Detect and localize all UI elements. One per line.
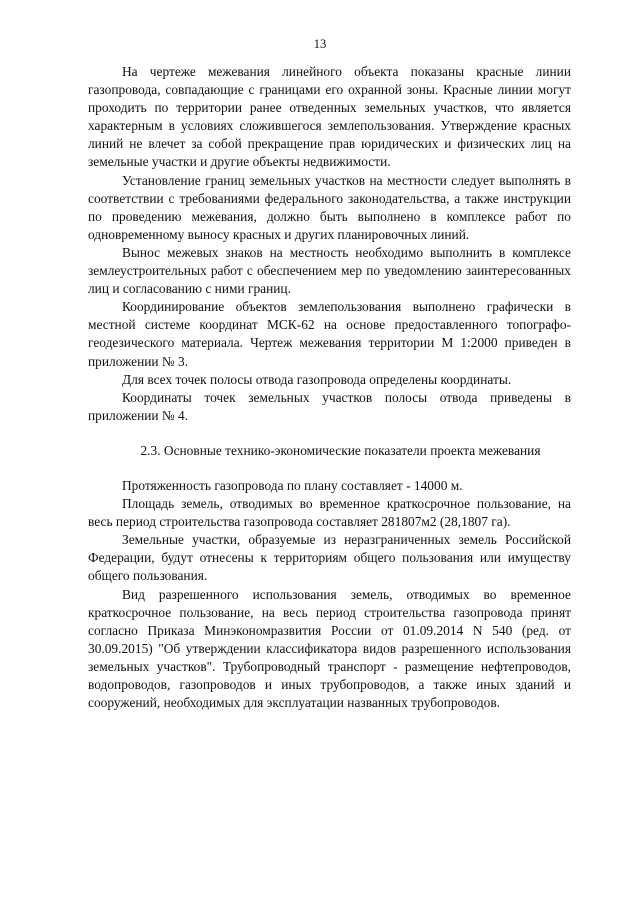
page-content xyxy=(88,63,571,712)
paragraph-permitted-use: Вид разрешенного использования земель, отводимых во временное краткосрочное пользование, на весь период строительства газопровода принят согласно Приказа Минэкономразвития России от 01.09.2014 N 540 (ред. от 30.09.2015) "Об утверждении классификатора видов разрешенного использования земельных участков". Трубопроводный транспорт - размещение нефтепроводов, водопроводов, газопроводов и иных трубопроводов, а также иных зданий и сооружений, необходимых для эксплуатации названных трубопроводов. xyxy=(88,586,571,711)
paragraph-red-lines: На чертеже межевания линейного объекта показаны красные линии газопровода, совпадающие с границами его охранной зоны. Красные линии могут проходить по территории ранее отведенных земельных участков, что является характерным в условиях сложившегося землепользования. Утверждение красных линий не влечет за собой прекращение прав юридических и физических лиц на земельные участки и другие объекты недвижимости. xyxy=(88,64,571,170)
paragraph-land-area: Площадь земель, отводимых во временное краткосрочное пользование, на весь период строительства газопровода составляет 281807м2 (28,1807 га). xyxy=(88,496,571,530)
section-heading: 2.3. Основные технико-экономические показатели проекта межевания xyxy=(140,442,541,458)
page-number: 13 xyxy=(313,37,327,51)
paragraph-boundaries: Установление границ земельных участков на местности следует выполнять в соответствии с требованиями федерального законодательства, а также инструкции по проведению межевания, должно быть выполнено в комплексе работ по одновременному выносу красных и других планировочных линий. xyxy=(88,172,571,242)
paragraph-coordinates-system: Координирование объектов землепользования выполнено графически в местной системе координат МСК-62 на основе предоставленного топографо-геодезического материала. Чертеж межевания территории М 1:2000 приведен в приложении № 3. xyxy=(88,299,571,369)
paragraph-boundary-markers: Вынос межевых знаков на местность необходимо выполнить в комплексе землеустроительных работ с обеспечением мер по уведомлению заинтересованных лиц и согласованию с ними границ. xyxy=(88,244,571,297)
paragraph-points-coordinates: Для всех точек полосы отвода газопровода определены координаты. xyxy=(122,371,512,387)
paragraph-public-land: Земельные участки, образуемые из неразграниченных земель Российской Федерации, будут отнесены к территориям общего пользования или имуществу общего пользования. xyxy=(88,532,571,584)
paragraph-appendix-4: Координаты точек земельных участков полосы отвода приведены в приложении № 4. xyxy=(88,389,571,423)
paragraph-pipeline-length: Протяженность газопровода по плану составляет - 14000 м. xyxy=(122,477,463,493)
